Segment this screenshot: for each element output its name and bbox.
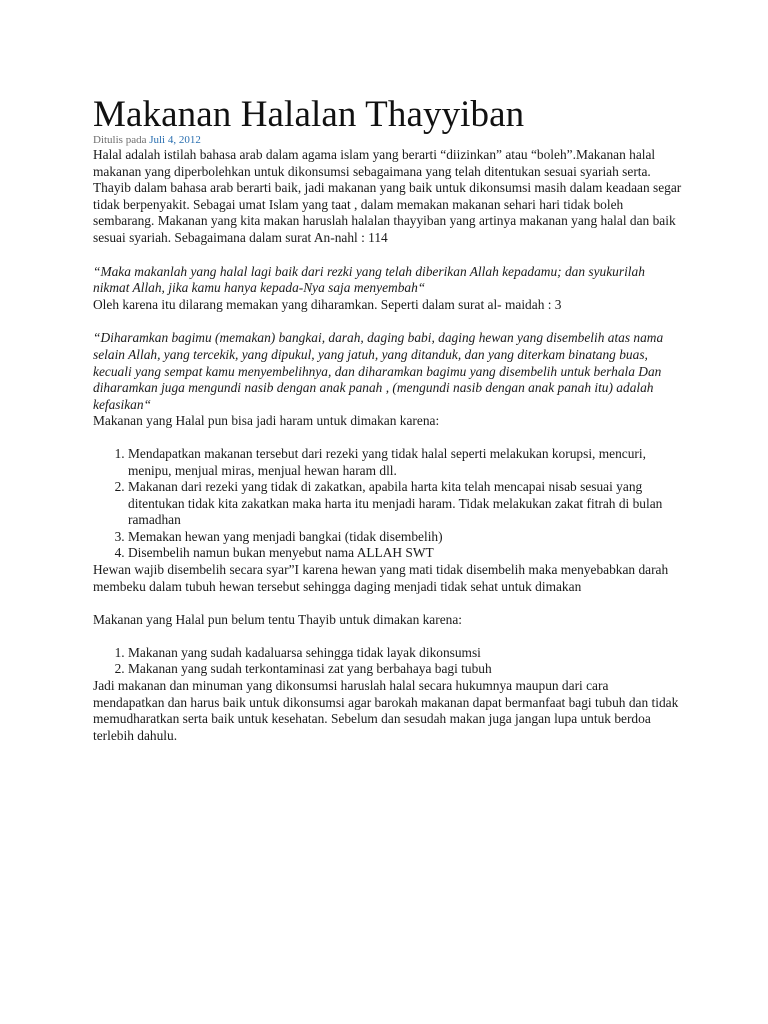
paragraph-al-maidah: Oleh karena itu dilarang memakan yang diharamkan. Seperti dalam surat al- maidah : 3 bbox=[93, 296, 562, 312]
article bbox=[93, 96, 683, 744]
list-item: 2. Makanan yang sudah terkontaminasi zat yang berbahaya bagi tubuh bbox=[128, 661, 683, 678]
quote-al-maidah: “Diharamkan bagimu (memakan) bangkai, darah, daging babi, daging hewan yang disembelih atas nama selain Allah, yang tercekik, yang dipukul, yang jatuh, yang ditanduk, dan yang diterkam binatang buas, kecuali yang sempat kamu menyembelihnya, dan diharamkan bagimu yang disembelih untuk berhala Dan diharamkan juga mengundi nasib dengan anak panah , (mengundi nasib dengan anak panah itu) adalah kefasikan“ bbox=[93, 330, 664, 412]
list-item: 1. Makanan yang sudah kadaluarsa sehingga tidak layak dikonsumsi bbox=[128, 645, 683, 662]
spacer bbox=[93, 313, 683, 330]
list-item: 3. Memakan hewan yang menjadi bangkai (tidak disembelih) bbox=[128, 529, 683, 546]
paragraph-haram-reasons-intro: Makanan yang Halal pun bisa jadi haram untuk dimakan karena: bbox=[93, 413, 440, 429]
post-meta bbox=[93, 133, 683, 147]
list-item: 1. Mendapatkan makanan tersebut dari rezeki yang tidak halal seperti melakukan korupsi, mencuri, menipu, menjual miras, menjual hewan haram dll. bbox=[128, 446, 683, 479]
list-item: 2. Makanan dari rezeki yang tidak di zakatkan, apabila harta kita telah mencapai nisab sesuai yang ditentukan tidak kita zakatkan maka harta itu menjadi haram. Tidak melakukan zakat fitrah di bulan ramadhan bbox=[128, 479, 683, 529]
quote-an-nahl: “Maka makanlah yang halal lagi baik dari rezki yang telah diberikan Allah kepadamu; dan syukurilah nikmat Allah, jika kamu hanya kepada-Nya saja menyembah“ bbox=[93, 263, 645, 296]
not-thayib-list bbox=[93, 645, 683, 678]
post-date-link[interactable]: Juli 4, 2012 bbox=[149, 134, 201, 146]
conclusion-paragraph: Jadi makanan dan minuman yang dikonsumsi haruslah halal secara hukumnya maupun dari cara mendapatkan dan harus baik untuk dikonsumsi agar barokah makanan dapat bermanfaat bagi tubuh dan tidak memudharatkan serta baik untuk kesehatan. Sebelum dan sesudah makan juga jangan lupa untuk berdoa terlebih dahulu. bbox=[93, 678, 679, 743]
paragraph-thayib-intro: Makanan yang Halal pun belum tentu Thayib untuk dimakan karena: bbox=[93, 612, 463, 628]
post-meta-label: Ditulis pada bbox=[93, 134, 147, 146]
intro-paragraph: Halal adalah istilah bahasa arab dalam agama islam yang berarti “diizinkan” atau “boleh”.Makanan halal makanan yang diperbolehkan untuk dikonsumsi sebagaimana yang telah ditentukan sesuai syariah serta. Thayib dalam bahasa arab berarti baik, jadi makanan yang baik untuk dikonsumsi masih dalam keadaan segar tidak berpenyakit. Sebagai umat Islam yang taat , dalam memakan makanan sehari hari tidak boleh sembarang. Makanan yang kita makan haruslah halalan thayyiban yang artinya makanan yang halal dan baik sesuai syariah. Sebagaimana dalam surat An-nahl : 114 bbox=[93, 147, 682, 245]
list-item: 4. Disembelih namun bukan menyebut nama ALLAH SWT bbox=[128, 545, 683, 562]
spacer bbox=[93, 595, 683, 612]
paragraph-slaughter: Hewan wajib disembelih secara syar”I karena hewan yang mati tidak disembelih maka menyebabkan darah membeku dalam tubuh hewan tersebut sehingga daging menjadi tidak sehat untuk dimakan bbox=[93, 562, 669, 594]
article-title: Makanan Halalan Thayyiban bbox=[93, 94, 525, 135]
haram-reasons-list bbox=[93, 446, 683, 562]
spacer bbox=[93, 247, 683, 264]
